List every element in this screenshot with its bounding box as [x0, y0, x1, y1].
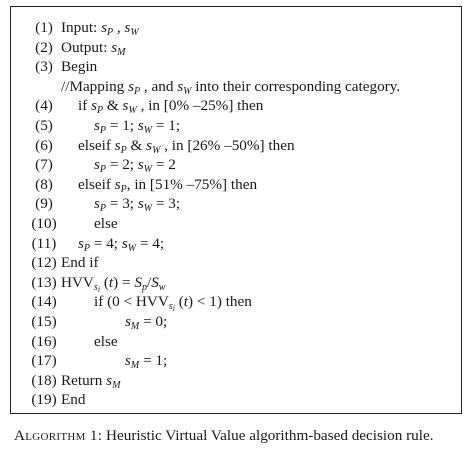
- algorithm-line: [11, 154, 461, 175]
- line-number: (16): [31, 332, 57, 350]
- line-code: $HVV_{s_i}$ $(t) = S_p/S_w$: [61, 273, 166, 294]
- algorithm-line: [11, 213, 461, 234]
- line-number: (17): [31, 352, 57, 370]
- line-number: (3): [35, 58, 53, 76]
- algorithm-line: [11, 331, 461, 352]
- algorithm-line: [11, 17, 461, 38]
- algorithm-line: [11, 174, 461, 195]
- algorithm-line: [11, 252, 461, 273]
- algorithm-line: [11, 389, 461, 410]
- line-code: if $s_P$ & $s_W$ , in [0% –25%] then: [78, 97, 264, 117]
- line-code: End: [61, 391, 86, 409]
- line-code: Input: $s_P$ , $s_W$: [61, 19, 139, 38]
- algorithm-line: [11, 135, 461, 156]
- line-number: (11): [31, 234, 57, 252]
- algorithm-caption: [14, 427, 434, 445]
- line-code: Output: $s_M$: [61, 38, 126, 58]
- algorithm-line: [11, 350, 461, 371]
- algorithm-line: [11, 37, 461, 58]
- line-number: (2): [35, 38, 53, 56]
- line-code: else: [94, 215, 118, 232]
- algorithm-line: [11, 193, 461, 214]
- algorithm-line: [11, 291, 461, 312]
- line-code: elseif $s_P$, in [51% –75%] then: [78, 175, 258, 195]
- line-number: (18): [31, 371, 57, 389]
- line-number: (9): [35, 195, 53, 213]
- algorithm-line: [11, 311, 461, 332]
- line-code: Begin: [61, 58, 98, 76]
- algorithm-line: [11, 233, 461, 254]
- line-number: (5): [35, 117, 53, 134]
- algorithm-line: [11, 370, 461, 391]
- line-code: $s_M = 1$;: [125, 352, 168, 372]
- line-number: (15): [31, 313, 57, 330]
- caption-text: Heuristic Virtual Value algorithm-based decision rule.: [102, 427, 434, 444]
- line-number: (14): [31, 293, 57, 311]
- algorithm-comment: [11, 76, 461, 97]
- line-code: End if: [61, 254, 99, 272]
- line-code: elseif $s_P$ & $s_W$ , in [26% –50%] then: [78, 136, 295, 156]
- line-number: (19): [31, 391, 57, 409]
- line-number: (1): [35, 19, 53, 36]
- line-code: $s_M = 0$;: [125, 313, 168, 332]
- line-code: Return $s_M$: [61, 371, 121, 391]
- line-number: (8): [35, 175, 53, 193]
- line-code: //Mapping $s_P$ , and $s_W$ into their corresponding category.: [61, 77, 401, 97]
- algorithm-line: [11, 115, 461, 136]
- line-code: else: [94, 332, 118, 350]
- line-number: (10): [31, 215, 57, 232]
- line-code: $s_P = 2$; $s_W = 2$: [94, 156, 176, 176]
- algorithm-line: [11, 95, 461, 116]
- line-code: $s_P = 3$; $s_W = 3$;: [94, 195, 181, 215]
- line-number: (7): [35, 156, 53, 174]
- line-number: (12): [31, 254, 57, 272]
- line-number: (6): [35, 136, 53, 154]
- line-code: $s_P = 1$; $s_W = 1$;: [94, 117, 181, 136]
- line-code: $s_P = 4$; $s_W = 4$;: [78, 234, 165, 254]
- line-number: (13): [31, 273, 57, 291]
- line-code: if ($0 < HVV_{s_i}$ (t) < 1) then: [94, 293, 252, 314]
- algorithm-line: [11, 56, 461, 77]
- line-number: (4): [35, 97, 53, 115]
- caption-label: Algorithm 1:: [14, 427, 103, 444]
- algorithm-box: [10, 6, 462, 414]
- algorithm-line: [11, 272, 461, 293]
